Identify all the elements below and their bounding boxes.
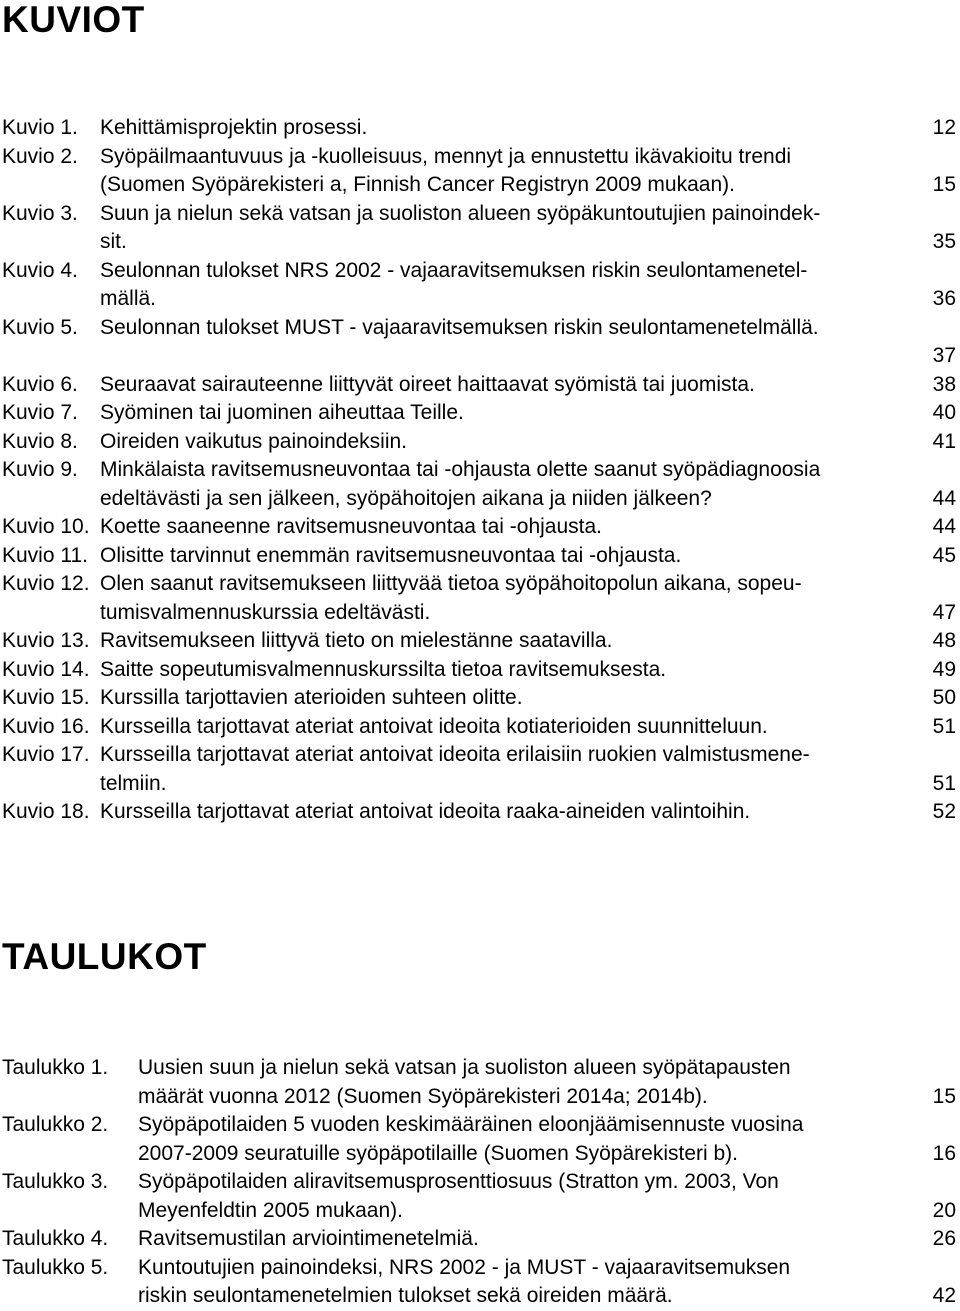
figure-entry xyxy=(2,741,956,798)
entry-label: Kuvio 15. xyxy=(2,686,90,709)
entry-label: Kuvio 5. xyxy=(2,315,78,339)
page-number: 51 xyxy=(932,714,956,738)
entry-title-line: Syöpäilmaantuvuus ja -kuolleisuus, mennyt ja ennustettu ikävakioitu trendi xyxy=(100,144,792,168)
figure-entry xyxy=(2,200,956,257)
entry-title-line: mällä. xyxy=(100,287,157,310)
entry-title-line: Kursseilla tarjottavat ateriat antoivat ideoita raaka-aineiden valintoihin. xyxy=(100,800,751,823)
entry-label: Kuvio 9. xyxy=(2,458,78,481)
entry-label: Kuvio 2. xyxy=(2,144,78,168)
entry-title-line: Syöminen tai juominen aiheuttaa Teille. xyxy=(100,401,464,424)
entry-title-line: edeltävästi ja sen jälkeen, syöpähoitojen aikana ja niiden jälkeen? xyxy=(100,486,712,510)
page-number: 38 xyxy=(932,372,956,396)
entry-title-line: (Suomen Syöpärekisteri a, Finnish Cancer Registryn 2009 mukaan). xyxy=(100,173,735,196)
entry-title-line: Uusien suun ja nielun sekä vatsan ja suoliston alueen syöpätapausten xyxy=(138,1056,791,1079)
entry-title-line: Kursseilla tarjottavat ateriat antoivat ideoita erilaisiin ruokien valmistusmene- xyxy=(100,743,810,766)
entry-label: Kuvio 6. xyxy=(2,372,78,396)
page-number: 49 xyxy=(932,657,956,681)
page-number: 45 xyxy=(932,543,956,567)
entry-title-line: tumisvalmennuskurssia edeltävästi. xyxy=(100,600,431,624)
entry-label: Kuvio 7. xyxy=(2,401,78,424)
figure-entry xyxy=(2,257,956,314)
page-number: 20 xyxy=(932,1198,956,1222)
figure-entry xyxy=(2,314,956,371)
entry-title-line: Olisitte tarvinnut enemmän ravitsemusneuvontaa tai -ohjausta. xyxy=(100,543,682,567)
page-number: 12 xyxy=(932,116,956,139)
entry-title-line: Oireiden vaikutus painoindeksiin. xyxy=(100,429,408,453)
page-number: 51 xyxy=(932,771,956,795)
page-number: 26 xyxy=(932,1227,956,1250)
entry-title-line: määrät vuonna 2012 (Suomen Syöpärekisteri 2014a; 2014b). xyxy=(138,1084,708,1108)
entry-title-line: Koette saaneenne ravitsemusneuvontaa tai -ohjausta. xyxy=(100,515,603,538)
page-number: 35 xyxy=(932,230,956,253)
figure-entry xyxy=(2,656,956,685)
entry-title-line: Seuraavat sairauteenne liittyvät oireet haittaavat syömistä tai juomista. xyxy=(100,372,755,396)
table-entry xyxy=(2,1168,956,1225)
entry-title-line: Olen saanut ravitsemukseen liittyvää tietoa syöpähoitopolun aikana, sopeu- xyxy=(100,572,802,595)
entry-label: Taulukko 1. xyxy=(2,1056,109,1079)
entry-title-line: Ravitsemustilan arviointimenetelmiä. xyxy=(138,1227,479,1250)
entry-title-line: Saitte sopeutumisvalmennuskurssilta tietoa ravitsemuksesta. xyxy=(100,657,667,681)
entry-title-line: Meyenfeldtin 2005 mukaan). xyxy=(138,1198,403,1222)
table-entry xyxy=(2,1254,956,1311)
page-number: 15 xyxy=(932,1084,956,1108)
entry-title-line: Kurssilla tarjottavien aterioiden suhteen olitte. xyxy=(100,686,523,709)
page-number: 42 xyxy=(932,1284,956,1307)
page-number: 44 xyxy=(932,486,956,510)
entry-label: Kuvio 18. xyxy=(2,800,90,823)
entry-title-line: Kehittämisprojektin prosessi. xyxy=(100,116,368,139)
entry-title-line: Syöpäpotilaiden 5 vuoden keskimääräinen eloonjäämisennuste vuosina xyxy=(138,1113,804,1136)
entry-title-line: Syöpäpotilaiden aliravitsemusprosenttiosuus (Stratton ym. 2003, Von xyxy=(138,1170,779,1193)
figure-entry xyxy=(2,513,956,542)
page-number: 48 xyxy=(932,629,956,652)
entry-title-line: Minkälaista ravitsemusneuvontaa tai -ohjausta olette saanut syöpädiagnoosia xyxy=(100,458,821,481)
entry-label: Kuvio 3. xyxy=(2,201,78,225)
entry-label: Taulukko 2. xyxy=(2,1113,109,1136)
entry-label: Kuvio 10. xyxy=(2,515,90,538)
entry-label: Kuvio 14. xyxy=(2,657,90,681)
table-entry xyxy=(2,1054,956,1111)
entry-label: Kuvio 17. xyxy=(2,743,90,766)
figure-entry xyxy=(2,684,956,713)
page-number: 15 xyxy=(932,173,956,196)
entry-label: Kuvio 1. xyxy=(2,116,78,139)
entry-label: Taulukko 3. xyxy=(2,1170,109,1193)
entry-title-line: Kursseilla tarjottavat ateriat antoivat ideoita kotiaterioiden suunnitteluun. xyxy=(100,714,768,738)
entry-label: Kuvio 8. xyxy=(2,429,78,453)
figure-entry xyxy=(2,456,956,513)
entry-title-line: 2007-2009 seuratuille syöpäpotilaille (Suomen Syöpärekisteri b). xyxy=(138,1141,739,1165)
page-number: 41 xyxy=(932,429,956,453)
entry-title-line: Kuntoutujien painoindeksi, NRS 2002 - ja MUST - vajaaravitsemuksen xyxy=(138,1255,791,1279)
page-number: 44 xyxy=(932,515,956,538)
figure-entry xyxy=(2,627,956,656)
entry-label: Kuvio 16. xyxy=(2,714,90,738)
figure-entry xyxy=(2,570,956,627)
page-number: 40 xyxy=(932,401,956,424)
figure-entry xyxy=(2,798,956,827)
page-number: 37 xyxy=(932,344,956,367)
heading-taulukot: TAULUKOT xyxy=(2,936,207,977)
table-entry xyxy=(2,1111,956,1168)
figure-list xyxy=(2,114,956,827)
figure-entry xyxy=(2,713,956,742)
entry-label: Kuvio 11. xyxy=(2,543,88,567)
entry-title-line: riskin seulontamenetelmien tulokset sekä oireiden määrä. xyxy=(138,1284,673,1307)
entry-label: Kuvio 4. xyxy=(2,258,78,282)
figure-entry xyxy=(2,143,956,200)
entry-title-line: Suun ja nielun sekä vatsan ja suoliston alueen syöpäkuntoutujien painoindek- xyxy=(100,201,821,225)
heading-kuviot: KUVIOT xyxy=(2,0,145,40)
entry-title-line: Seulonnan tulokset MUST - vajaaravitsemuksen riskin seulontamenetelmällä. xyxy=(100,315,819,339)
figure-entry xyxy=(2,114,956,143)
entry-label: Taulukko 4. xyxy=(2,1227,109,1250)
figure-entry xyxy=(2,371,956,400)
page-number: 47 xyxy=(932,600,956,624)
entry-title-line: Ravitsemukseen liittyvä tieto on mielestänne saatavilla. xyxy=(100,629,613,652)
figure-entry xyxy=(2,428,956,457)
page-number: 52 xyxy=(932,800,956,823)
page-number: 16 xyxy=(932,1141,956,1165)
page-number: 50 xyxy=(932,686,956,709)
entry-title-line: telmiin. xyxy=(100,771,167,795)
page-number: 36 xyxy=(932,287,956,310)
entry-title-line: Seulonnan tulokset NRS 2002 - vajaaravitsemuksen riskin seulontamenetel- xyxy=(100,258,808,282)
figure-entry xyxy=(2,399,956,428)
entry-label: Taulukko 5. xyxy=(2,1255,109,1279)
table-entry xyxy=(2,1225,956,1254)
entry-label: Kuvio 13. xyxy=(2,629,90,652)
entry-title-line: sit. xyxy=(100,230,127,253)
table-list xyxy=(2,1054,956,1311)
figure-entry xyxy=(2,542,956,571)
entry-label: Kuvio 12. xyxy=(2,572,90,595)
